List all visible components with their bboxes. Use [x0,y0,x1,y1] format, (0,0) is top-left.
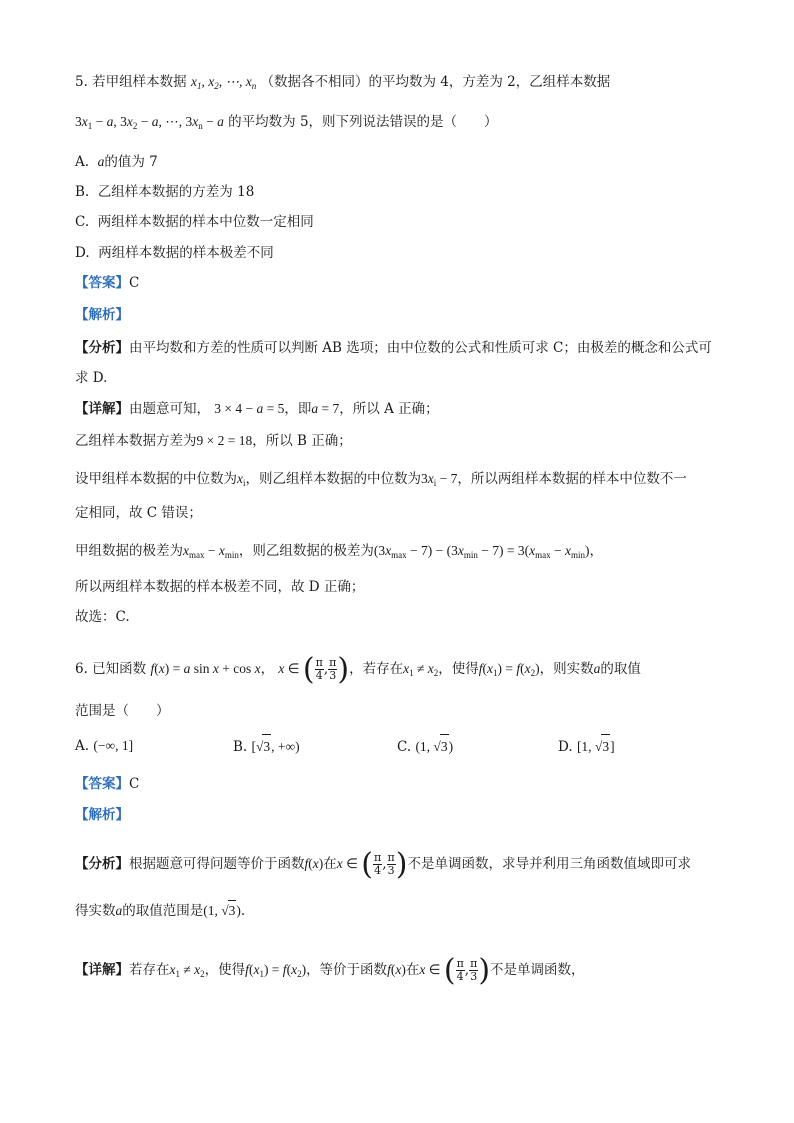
q5-option-c: C. 两组样本数据的样本中位数一定相同 [75,214,314,230]
q5-stem-line1: 5. 若甲组样本数据 $x_1$, $x_2$, ⋯, $x_n$ （数据各不相同）的平均数为 4，方差为 2，乙组样本数据 [75,74,611,91]
q6-stem-line1: 6. 已知函数 f(x) = a sin x + cos x， x ∈ ( $\frac{\pi}{4}$ , $\frac{\pi}{3}$ )，若存在$x_1 \ne x_2$，使得$f(x_1) = f(x_2)$，则实数a的取值 [75,651,641,687]
math-x-list: $x_1$, $x_2$, ⋯, $x_n$ [190,74,257,91]
q5-detail-line5: 甲组数据的极差为$x_{max} - x_{min}$，则乙组数据的极差为$(3x_{max} - 7) - (3x_{min} - 7) = 3(x_{max} - x_{min})$， [75,543,603,560]
q6-stem-line2: 范围是（ ） [75,703,170,719]
q5-option-d: D. 两组样本数据的样本极差不同 [75,245,274,261]
q5-detail-line6: 所以两组样本数据的样本极差不同，故 D 正确； [75,579,365,595]
q5-detail-line4: 定相同，故 C 错误； [75,505,202,521]
q6-option-c: C. (1, √3) [397,734,453,759]
q5-answer: 【答案】C [75,275,140,291]
q5-detail-line1: 【详解】由题意可知， 3 × 4 − a = 5，即a = 7，所以 A 正确； [75,401,439,417]
q5-stem-line2: $3x_1 - a$, $3x_2 - a$, ⋯, $3x_n - a$ 的平均数为 5，则下列说法错误的是（ ） [75,114,498,131]
q6-answer: 【答案】C [75,776,140,792]
q6-option-b: B. [√3, +∞) [233,734,300,759]
q6-fenxi-line1: 【分析】根据题意可得问题等价于函数f(x)在x ∈ ( $\frac{\pi}{4}$ , $\frac{\pi}{3}$ )不是单调函数，求导并利用三角函数值域即可求 [75,846,691,882]
q6-option-a: A. (−∞, 1] [75,738,134,754]
q6-analysis-tag: 【解析】 [75,807,129,823]
q5-fenxi-line1: 【分析】由平均数和方差的性质可以判断 AB 选项；由中位数的公式和性质可求 C；由极差的概念和公式可 [75,340,712,356]
q5-fenxi-line2: 求 D. [75,370,108,386]
q5-detail-line3: 设甲组样本数据的中位数为$x_i$，则乙组样本数据的中位数为$3x_i - 7$，所以两组样本数据的样本中位数不一 [75,471,687,488]
q6-detail-line1: 【详解】若存在$x_1 \ne x_2$，使得$f(x_1) = f(x_2)$，等价于函数f(x)在x ∈ ( $\frac{\pi}{4}$ , $\frac{\pi}{3}$ )不是单调函数， [75,952,585,988]
q5-detail-line2: 乙组样本数据方差为9 × 2 = 18，所以 B 正确； [75,433,352,449]
q6-fenxi-line2: 得实数a的取值范围是(1, √3). [75,900,245,921]
q5-option-b: B. 乙组样本数据的方差为 18 [75,184,255,200]
q5-detail-line7: 故选：C. [75,609,130,625]
q5-analysis-tag: 【解析】 [75,307,129,323]
q5-option-a: A. a的值为 7 [75,154,158,170]
q6-option-d: D. [1, √3] [558,734,615,759]
math-3x-list: $3x_1 - a$, $3x_2 - a$, ⋯, $3x_n - a$ [75,114,224,131]
